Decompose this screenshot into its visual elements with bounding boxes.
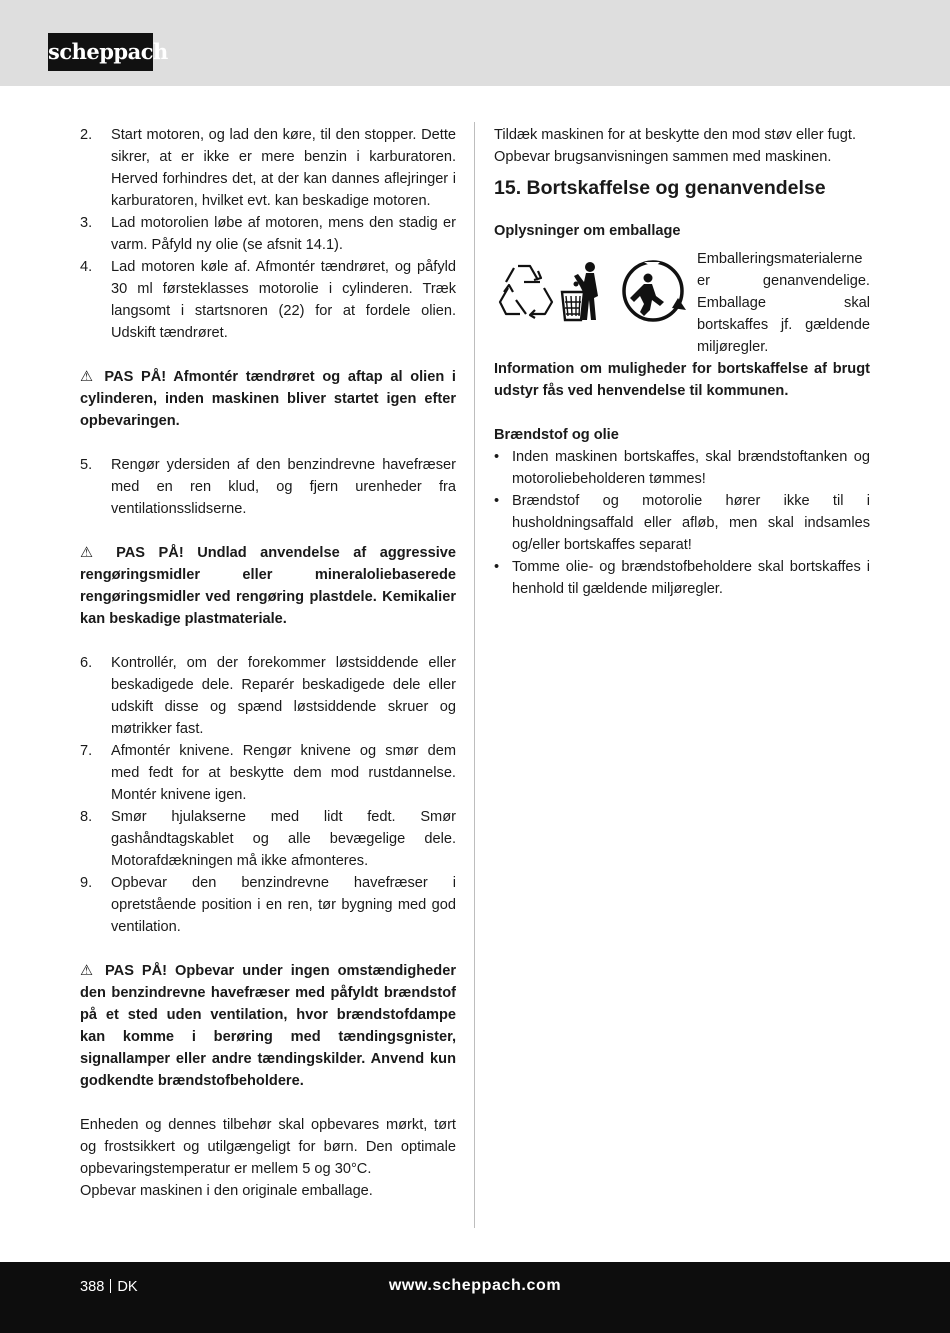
bullet-item bbox=[494, 490, 870, 556]
page-footer bbox=[0, 1262, 950, 1333]
warning-triangle-icon: ⚠ bbox=[80, 369, 97, 385]
recycling-icon bbox=[500, 266, 552, 318]
caution-notice bbox=[80, 366, 456, 432]
caution-text: PAS PÅ! Afmontér tændrøret og aftap al olien i cylinderen, inden maskinen bliver startet igen efter opbevaringen. bbox=[80, 369, 456, 429]
list-text: Rengør ydersiden af den benzindrevne havefræser med en ren klud, og fjern urenheder fra ventilationsslidserne. bbox=[111, 457, 456, 517]
bullet-icon: • bbox=[494, 449, 500, 465]
list-text: Smør hjulakserne med lidt fedt. Smør gashåndtagskablet og alle bevægelige dele. Motorafdækningen må ikke afmonteres. bbox=[111, 809, 456, 869]
list-number: 3. bbox=[80, 215, 93, 231]
bullet-icon: • bbox=[494, 559, 500, 575]
storage-paragraph: Enheden og dennes tilbehør skal opbevares mørkt, tørt og frostsikkert og utilgængeligt for børn. Den optimale opbevaringstemperatur er mellem 5 og 30°C. bbox=[80, 1117, 456, 1177]
bullet-item bbox=[494, 446, 870, 490]
section-title: 15. Bortskaffelse og genanvendelse bbox=[494, 177, 826, 199]
list-number: 7. bbox=[80, 743, 93, 759]
bullet-text: Brændstof og motorolie hører ikke til i husholdningsaffald eller afløb, men skal indsamles og/eller bortskaffes separat! bbox=[512, 493, 870, 553]
list-number: 2. bbox=[80, 127, 93, 143]
packaging-text: Emballeringsmaterialerne er genanvendelige. Emballage skal bortskaffes jf. gældende miljøregler. bbox=[697, 251, 870, 355]
list-item bbox=[80, 256, 456, 344]
list-text: Opbevar den benzindrevne havefræser i opretstående position i en ren, tør bygning med god ventilation. bbox=[111, 875, 456, 935]
intro-paragraph-line: Opbevar brugsanvisningen sammen med maskinen. bbox=[494, 149, 832, 165]
list-text: Lad motorolien løbe af motoren, mens den stadig er varm. Påfyld ny olie (se afsnit 14.1). bbox=[111, 215, 456, 253]
intro-paragraph: Tildæk maskinen for at beskytte den mod støv eller fugt. bbox=[494, 127, 857, 143]
packaging-icons bbox=[494, 258, 690, 324]
fuel-oil-list bbox=[494, 446, 870, 600]
bullet-item bbox=[494, 556, 870, 600]
warning-triangle-icon: ⚠ bbox=[80, 963, 98, 979]
list-number: 9. bbox=[80, 875, 93, 891]
website-url: www.scheppach.com bbox=[388, 1277, 562, 1294]
list-item bbox=[80, 652, 456, 740]
list-item bbox=[80, 124, 456, 212]
list-item bbox=[80, 872, 456, 938]
list-item bbox=[80, 212, 456, 256]
caution-text: PAS PÅ! Undlad anvendelse af aggressive rengøringsmidler eller mineraloliebaserede rengøringsmidler ved rengøring plastdele. Kemikalier kan beskadige plastmateriale. bbox=[80, 545, 456, 627]
language-code: DK bbox=[117, 1279, 138, 1295]
list-text: Lad motoren køle af. Afmontér tændrøret, og påfyld 30 ml førsteklasses motorolie i cylinderen. Træk langsomt i startsnoren (22) for at fordele olien. Udskift tændrøret. bbox=[111, 259, 456, 341]
maintenance-list-3 bbox=[80, 652, 456, 938]
maintenance-list-2 bbox=[80, 454, 456, 520]
scheppach-logo: scheppach bbox=[48, 33, 153, 71]
left-column bbox=[80, 124, 456, 1202]
list-number: 5. bbox=[80, 457, 93, 473]
fuel-oil-heading: Brændstof og olie bbox=[494, 427, 619, 443]
list-number: 8. bbox=[80, 809, 93, 825]
storage-paragraph-line: Opbevar maskinen i den originale emballage. bbox=[80, 1183, 373, 1199]
list-number: 4. bbox=[80, 259, 93, 275]
caution-text: PAS PÅ! Opbevar under ingen omstændigheder den benzindrevne havefræser med påfyldt brændstof på et sted uden ventilation, hvor brændstofdampe kan komme i berøring med tændingsgnister, signallamper eller andre tændingskilder. Anvend kun godkendte brændstofbeholdere. bbox=[80, 963, 456, 1089]
packaging-block bbox=[494, 248, 870, 358]
bullet-icon: • bbox=[494, 493, 500, 509]
maintenance-list-1 bbox=[80, 124, 456, 344]
recycle-circle-icon bbox=[624, 262, 686, 320]
list-item bbox=[80, 454, 456, 520]
page-header bbox=[0, 0, 950, 86]
list-text: Kontrollér, om der forekommer løstsiddende eller beskadigede dele. Reparér beskadigede dele eller udskift disse og spænd løstsiddende skruer og møtrikker fast. bbox=[111, 655, 456, 737]
bullet-text: Inden maskinen bortskaffes, skal brændstoftanken og motoroliebeholderen tømmes! bbox=[512, 449, 870, 487]
warning-triangle-icon: ⚠ bbox=[80, 545, 103, 561]
bullet-text: Tomme olie- og brændstofbeholdere skal bortskaffes i henhold til gældende miljøregler. bbox=[512, 559, 870, 597]
caution-notice bbox=[80, 960, 456, 1092]
caution-notice bbox=[80, 542, 456, 630]
list-text: Start motoren, og lad den køre, til den stopper. Dette sikrer, at er ikke er mere benzin i karburatoren. Herved forhindres det, at der kan dannes aflejringer i karburatoren, hvilket evt. kan beskadige motoren. bbox=[111, 127, 456, 209]
page-number: 388 bbox=[80, 1279, 105, 1295]
column-divider bbox=[474, 122, 475, 1228]
list-number: 6. bbox=[80, 655, 93, 671]
list-item bbox=[80, 740, 456, 806]
list-text: Afmontér knivene. Rengør knivene og smør dem med fedt for at beskytte dem mod rustdannelse. Montér knivene igen. bbox=[111, 743, 456, 803]
dispose-in-bin-icon bbox=[562, 262, 598, 320]
list-item bbox=[80, 806, 456, 872]
packaging-heading: Oplysninger om emballage bbox=[494, 223, 681, 239]
disposal-info: Information om muligheder for bortskaffelse af brugt udstyr fås ved henvendelse til kommunen. bbox=[494, 361, 870, 399]
right-column bbox=[494, 124, 870, 600]
